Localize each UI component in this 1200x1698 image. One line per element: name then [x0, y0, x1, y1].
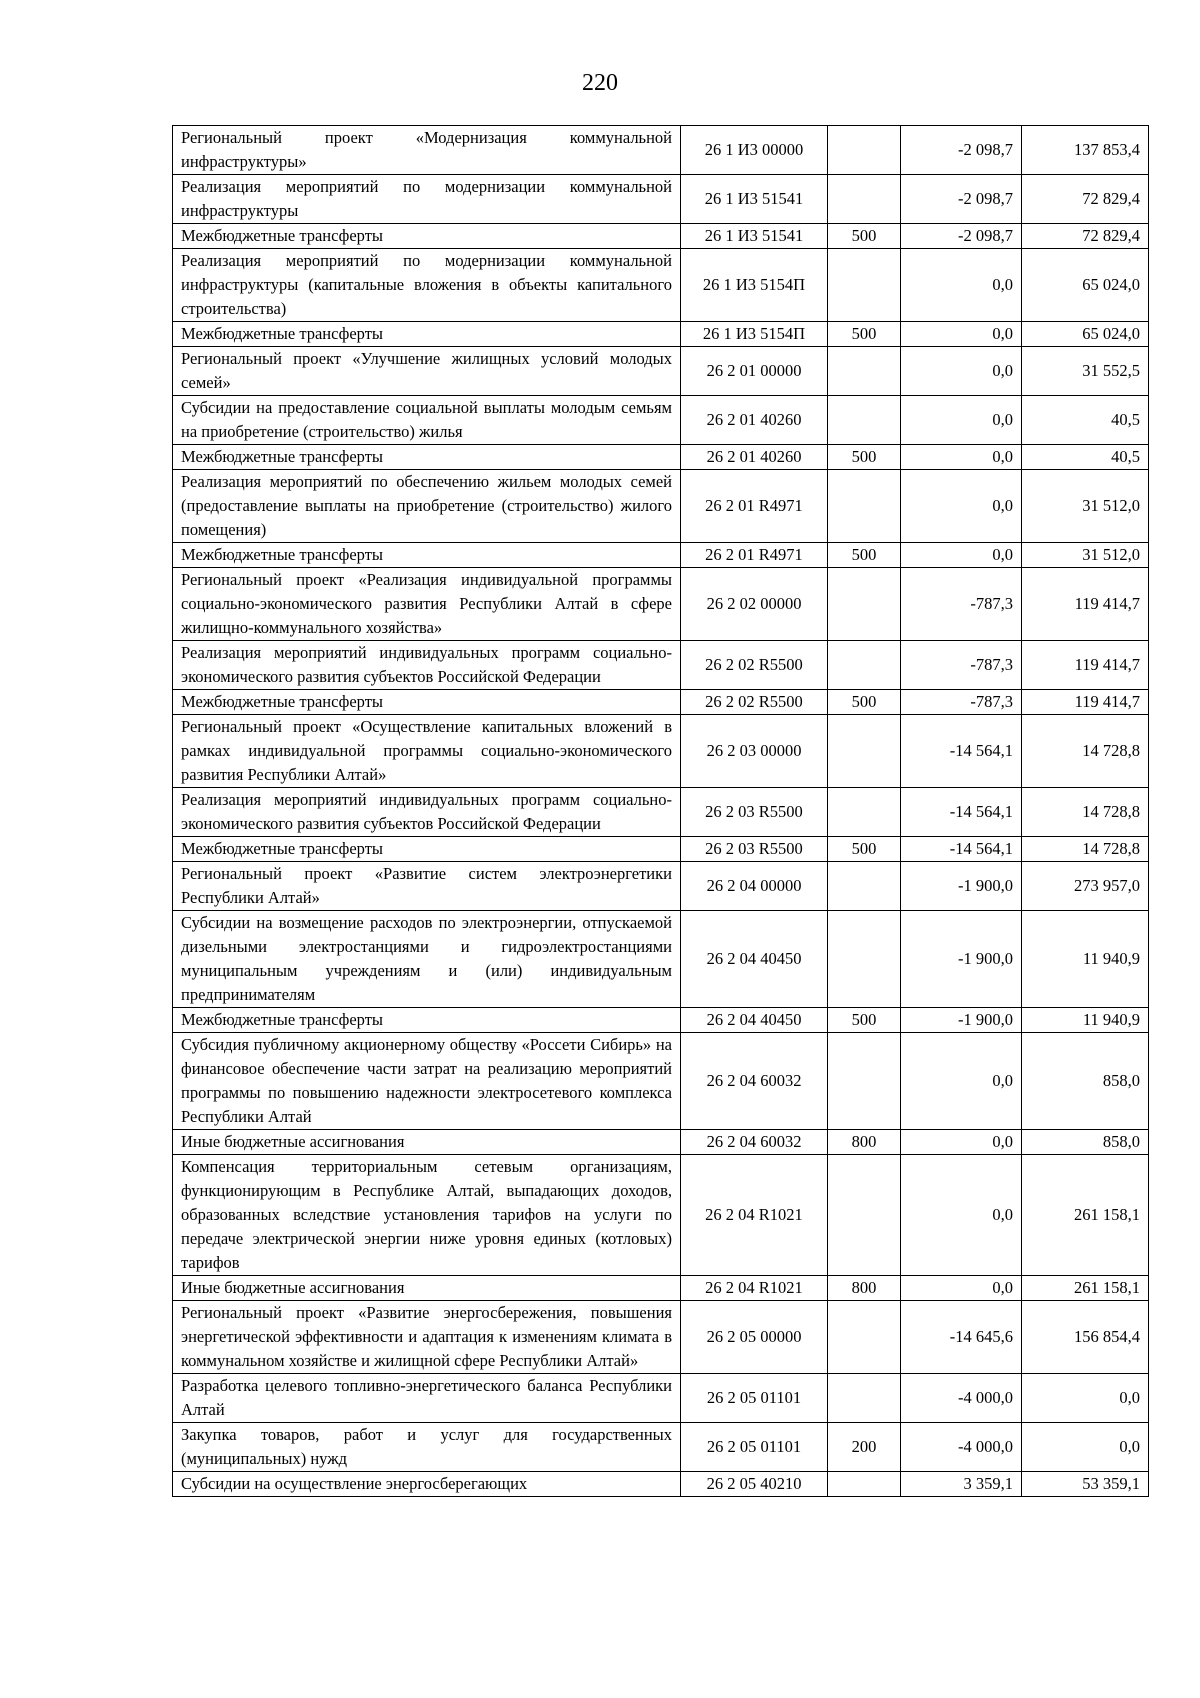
change-amount: 0,0 [901, 249, 1022, 322]
change-amount: 0,0 [901, 322, 1022, 347]
change-amount: 0,0 [901, 396, 1022, 445]
total-amount: 31 512,0 [1022, 543, 1149, 568]
change-amount: -14 564,1 [901, 837, 1022, 862]
target-code: 26 2 04 R1021 [681, 1276, 828, 1301]
change-amount: 3 359,1 [901, 1472, 1022, 1497]
change-amount: 0,0 [901, 445, 1022, 470]
item-name: Иные бюджетные ассигнования [173, 1130, 681, 1155]
table-row [173, 1008, 1149, 1033]
table-row [173, 470, 1149, 543]
total-amount: 72 829,4 [1022, 224, 1149, 249]
target-code: 26 2 01 R4971 [681, 470, 828, 543]
expense-type [828, 126, 901, 175]
expense-type [828, 715, 901, 788]
change-amount: -2 098,7 [901, 175, 1022, 224]
table-row [173, 249, 1149, 322]
expense-type [828, 1033, 901, 1130]
item-name: Межбюджетные трансферты [173, 445, 681, 470]
table-row [173, 862, 1149, 911]
target-code: 26 1 И3 5154П [681, 249, 828, 322]
table-row [173, 126, 1149, 175]
target-code: 26 2 01 00000 [681, 347, 828, 396]
table-row [173, 175, 1149, 224]
expense-type [828, 788, 901, 837]
expense-type [828, 641, 901, 690]
change-amount: -14 564,1 [901, 788, 1022, 837]
expense-type [828, 249, 901, 322]
expense-type [828, 175, 901, 224]
item-name: Компенсация территориальным сетевым организациям, функционирующим в Республике Алтай, выпадающих доходов, образованных вследствие установления тарифов на услуги по передаче электрической энергии ниже уровня единых (котловых) тарифов [173, 1155, 681, 1276]
change-amount: -2 098,7 [901, 224, 1022, 249]
target-code: 26 2 03 00000 [681, 715, 828, 788]
change-amount: 0,0 [901, 1130, 1022, 1155]
item-name: Реализация мероприятий по модернизации коммунальной инфраструктуры [173, 175, 681, 224]
expense-type [828, 862, 901, 911]
expense-type: 500 [828, 224, 901, 249]
target-code: 26 2 02 00000 [681, 568, 828, 641]
change-amount: 0,0 [901, 1033, 1022, 1130]
total-amount: 40,5 [1022, 445, 1149, 470]
total-amount: 858,0 [1022, 1130, 1149, 1155]
total-amount: 31 512,0 [1022, 470, 1149, 543]
total-amount: 65 024,0 [1022, 249, 1149, 322]
change-amount: -1 900,0 [901, 862, 1022, 911]
change-amount: -2 098,7 [901, 126, 1022, 175]
table-row [173, 641, 1149, 690]
total-amount: 53 359,1 [1022, 1472, 1149, 1497]
change-amount: -1 900,0 [901, 911, 1022, 1008]
item-name: Межбюджетные трансферты [173, 837, 681, 862]
expense-type: 200 [828, 1423, 901, 1472]
target-code: 26 1 И3 51541 [681, 224, 828, 249]
total-amount: 40,5 [1022, 396, 1149, 445]
item-name: Реализация мероприятий индивидуальных программ социально-экономического развития субъектов Российской Федерации [173, 788, 681, 837]
expense-type: 500 [828, 322, 901, 347]
item-name: Субсидия публичному акционерному обществу «Россети Сибирь» на финансовое обеспечение части затрат на реализацию мероприятий программы по повышению надежности электросетевого комплекса Республики Алтай [173, 1033, 681, 1130]
expense-type: 500 [828, 1008, 901, 1033]
target-code: 26 2 05 00000 [681, 1301, 828, 1374]
expense-type: 500 [828, 543, 901, 568]
change-amount: 0,0 [901, 1155, 1022, 1276]
total-amount: 14 728,8 [1022, 788, 1149, 837]
change-amount: -1 900,0 [901, 1008, 1022, 1033]
item-name: Межбюджетные трансферты [173, 543, 681, 568]
expense-type [828, 1301, 901, 1374]
expense-type: 500 [828, 445, 901, 470]
item-name: Субсидии на осуществление энергосберегающих [173, 1472, 681, 1497]
table-row [173, 396, 1149, 445]
table-row [173, 690, 1149, 715]
budget-table-body [173, 126, 1149, 1497]
table-row [173, 1472, 1149, 1497]
change-amount: 0,0 [901, 1276, 1022, 1301]
table-row [173, 1033, 1149, 1130]
total-amount: 14 728,8 [1022, 837, 1149, 862]
total-amount: 261 158,1 [1022, 1276, 1149, 1301]
expense-type [828, 396, 901, 445]
table-row [173, 1423, 1149, 1472]
table-row [173, 445, 1149, 470]
table-row [173, 1130, 1149, 1155]
target-code: 26 2 01 R4971 [681, 543, 828, 568]
change-amount: 0,0 [901, 543, 1022, 568]
total-amount: 65 024,0 [1022, 322, 1149, 347]
target-code: 26 2 02 R5500 [681, 641, 828, 690]
item-name: Региональный проект «Реализация индивидуальной программы социально-экономического развития Республики Алтай в сфере жилищно-коммунального хозяйства» [173, 568, 681, 641]
target-code: 26 2 05 01101 [681, 1374, 828, 1423]
total-amount: 11 940,9 [1022, 911, 1149, 1008]
change-amount: 0,0 [901, 347, 1022, 396]
expense-type [828, 470, 901, 543]
total-amount: 72 829,4 [1022, 175, 1149, 224]
item-name: Региональный проект «Улучшение жилищных условий молодых семей» [173, 347, 681, 396]
item-name: Реализация мероприятий по модернизации коммунальной инфраструктуры (капитальные вложения в объекты капитального строительства) [173, 249, 681, 322]
budget-table [172, 125, 1149, 1497]
item-name: Региональный проект «Развитие систем электроэнергетики Республики Алтай» [173, 862, 681, 911]
expense-type [828, 911, 901, 1008]
total-amount: 137 853,4 [1022, 126, 1149, 175]
change-amount: -4 000,0 [901, 1423, 1022, 1472]
table-row [173, 837, 1149, 862]
target-code: 26 1 И3 00000 [681, 126, 828, 175]
total-amount: 273 957,0 [1022, 862, 1149, 911]
target-code: 26 1 И3 5154П [681, 322, 828, 347]
target-code: 26 2 04 60032 [681, 1033, 828, 1130]
target-code: 26 2 04 60032 [681, 1130, 828, 1155]
change-amount: -14 564,1 [901, 715, 1022, 788]
target-code: 26 2 03 R5500 [681, 837, 828, 862]
total-amount: 119 414,7 [1022, 690, 1149, 715]
total-amount: 119 414,7 [1022, 641, 1149, 690]
item-name: Межбюджетные трансферты [173, 690, 681, 715]
item-name: Реализация мероприятий индивидуальных программ социально-экономического развития субъектов Российской Федерации [173, 641, 681, 690]
target-code: 26 2 03 R5500 [681, 788, 828, 837]
table-row [173, 347, 1149, 396]
table-row [173, 1301, 1149, 1374]
table-row [173, 322, 1149, 347]
change-amount: -787,3 [901, 690, 1022, 715]
total-amount: 0,0 [1022, 1423, 1149, 1472]
expense-type: 800 [828, 1130, 901, 1155]
expense-type [828, 1155, 901, 1276]
item-name: Иные бюджетные ассигнования [173, 1276, 681, 1301]
item-name: Субсидии на возмещение расходов по электроэнергии, отпускаемой дизельными электростанциями и гидроэлектростанциями муниципальным учреждениям и (или) индивидуальным предпринимателям [173, 911, 681, 1008]
item-name: Закупка товаров, работ и услуг для государственных (муниципальных) нужд [173, 1423, 681, 1472]
total-amount: 31 552,5 [1022, 347, 1149, 396]
target-code: 26 2 04 40450 [681, 911, 828, 1008]
target-code: 26 2 04 R1021 [681, 1155, 828, 1276]
total-amount: 14 728,8 [1022, 715, 1149, 788]
item-name: Реализация мероприятий по обеспечению жильем молодых семей (предоставление выплаты на приобретение (строительство) жилого помещения) [173, 470, 681, 543]
table-row [173, 788, 1149, 837]
total-amount: 261 158,1 [1022, 1155, 1149, 1276]
total-amount: 156 854,4 [1022, 1301, 1149, 1374]
table-row [173, 1276, 1149, 1301]
total-amount: 858,0 [1022, 1033, 1149, 1130]
target-code: 26 2 05 40210 [681, 1472, 828, 1497]
change-amount: -787,3 [901, 641, 1022, 690]
table-row [173, 1374, 1149, 1423]
expense-type [828, 1374, 901, 1423]
page-number: 220 [582, 70, 618, 96]
target-code: 26 2 01 40260 [681, 396, 828, 445]
expense-type: 800 [828, 1276, 901, 1301]
change-amount: 0,0 [901, 470, 1022, 543]
target-code: 26 2 04 00000 [681, 862, 828, 911]
table-row [173, 568, 1149, 641]
expense-type [828, 347, 901, 396]
change-amount: -787,3 [901, 568, 1022, 641]
item-name: Межбюджетные трансферты [173, 1008, 681, 1033]
item-name: Межбюджетные трансферты [173, 322, 681, 347]
target-code: 26 2 04 40450 [681, 1008, 828, 1033]
expense-type [828, 568, 901, 641]
target-code: 26 2 01 40260 [681, 445, 828, 470]
item-name: Региональный проект «Развитие энергосбережения, повышения энергетической эффективности и адаптация к изменениям климата в коммунальном хозяйстве и жилищной сфере Республики Алтай» [173, 1301, 681, 1374]
total-amount: 11 940,9 [1022, 1008, 1149, 1033]
item-name: Субсидии на предоставление социальной выплаты молодым семьям на приобретение (строительство) жилья [173, 396, 681, 445]
table-row [173, 543, 1149, 568]
target-code: 26 2 05 01101 [681, 1423, 828, 1472]
target-code: 26 1 И3 51541 [681, 175, 828, 224]
item-name: Региональный проект «Осуществление капитальных вложений в рамках индивидуальной программы социально-экономического развития Республики Алтай» [173, 715, 681, 788]
expense-type [828, 1472, 901, 1497]
target-code: 26 2 02 R5500 [681, 690, 828, 715]
table-row [173, 715, 1149, 788]
change-amount: -4 000,0 [901, 1374, 1022, 1423]
total-amount: 0,0 [1022, 1374, 1149, 1423]
table-row [173, 911, 1149, 1008]
table-row [173, 1155, 1149, 1276]
item-name: Разработка целевого топливно-энергетического баланса Республики Алтай [173, 1374, 681, 1423]
total-amount: 119 414,7 [1022, 568, 1149, 641]
expense-type: 500 [828, 690, 901, 715]
expense-type: 500 [828, 837, 901, 862]
table-row [173, 224, 1149, 249]
item-name: Межбюджетные трансферты [173, 224, 681, 249]
item-name: Региональный проект «Модернизация коммунальной инфраструктуры» [173, 126, 681, 175]
change-amount: -14 645,6 [901, 1301, 1022, 1374]
